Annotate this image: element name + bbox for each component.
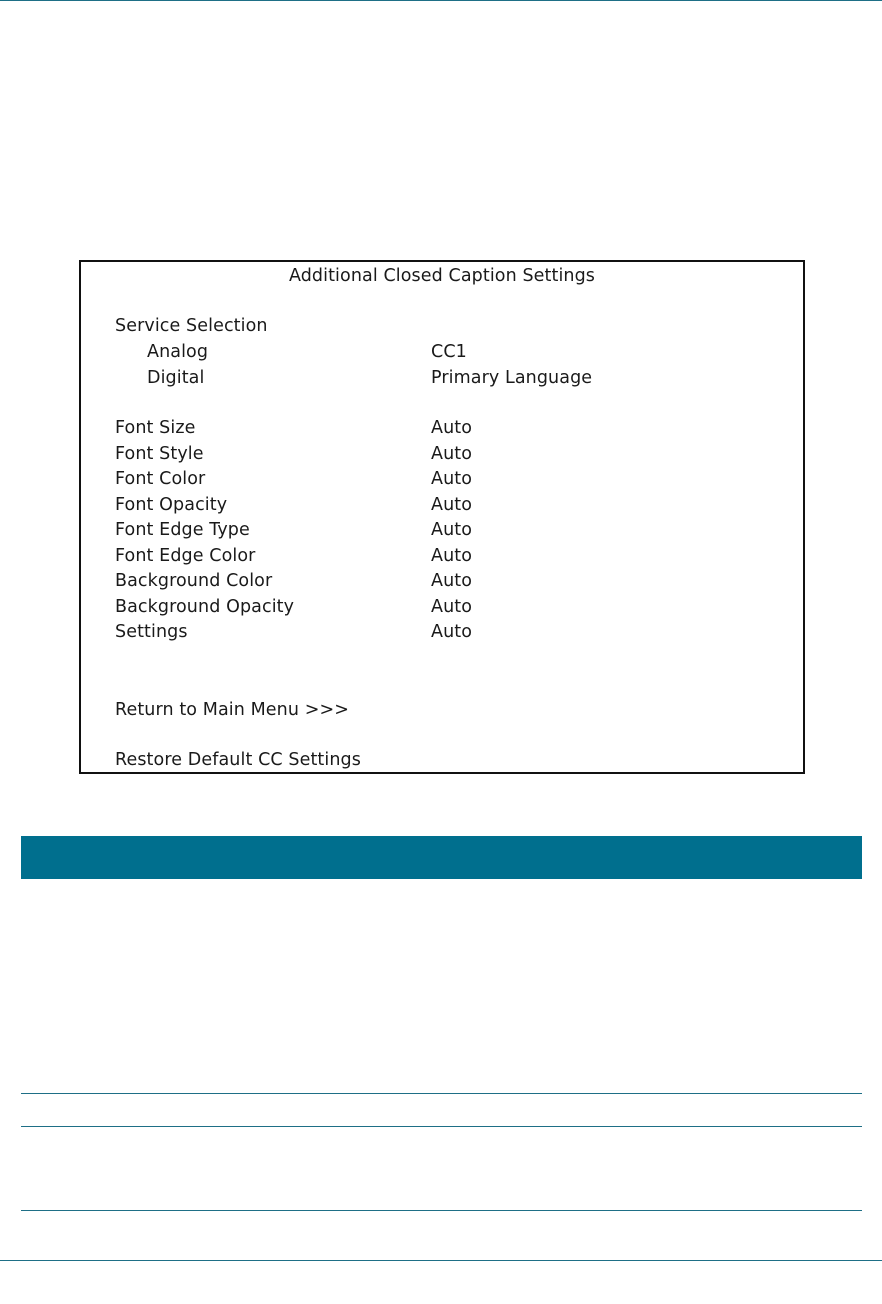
return-to-main-label: Return to Main Menu >>>	[115, 700, 350, 720]
menu-item-settings[interactable]	[115, 620, 775, 644]
menu-title: Additional Closed Caption Settings	[288, 266, 596, 286]
setting-value: Auto	[431, 520, 473, 540]
setting-label: Font Edge Type	[115, 520, 250, 540]
service-selection-heading	[115, 314, 775, 338]
setting-value: Auto	[431, 546, 473, 566]
menu-item-font-style[interactable]	[115, 442, 775, 466]
menu-item-font-color[interactable]	[115, 467, 775, 491]
setting-value: Auto	[431, 597, 473, 617]
menu-item-background-opacity[interactable]	[115, 595, 775, 619]
setting-label: Background Color	[115, 571, 273, 591]
menu-item-analog[interactable]	[115, 340, 775, 364]
setting-label: Background Opacity	[115, 597, 295, 617]
setting-label: Font Edge Color	[115, 546, 256, 566]
setting-label: Font Opacity	[115, 495, 228, 515]
table-header-bar	[21, 836, 862, 879]
setting-value: Auto	[431, 495, 473, 515]
analog-label: Analog	[147, 342, 209, 362]
setting-label: Font Style	[115, 444, 204, 464]
restore-default-cc-settings-item[interactable]	[115, 748, 775, 772]
digital-label: Digital	[147, 368, 205, 388]
setting-label: Font Size	[115, 418, 196, 438]
setting-value: Auto	[431, 418, 473, 438]
service-selection-label: Service Selection	[115, 316, 268, 336]
setting-label: Font Color	[115, 469, 206, 489]
page-bottom-rule	[0, 1260, 882, 1261]
closed-caption-settings-menu	[79, 260, 805, 774]
table-row-divider	[21, 1210, 862, 1211]
setting-value: Auto	[431, 622, 473, 642]
setting-value: Auto	[431, 571, 473, 591]
page-top-rule	[0, 0, 882, 1]
restore-defaults-label: Restore Default CC Settings	[115, 750, 361, 770]
menu-item-font-size[interactable]	[115, 416, 775, 440]
table-row-divider	[21, 1093, 862, 1094]
menu-item-font-edge-color[interactable]	[115, 544, 775, 568]
setting-label: Settings	[115, 622, 188, 642]
analog-value: CC1	[431, 342, 467, 362]
menu-item-font-edge-type[interactable]	[115, 518, 775, 542]
table-row-divider	[21, 1126, 862, 1127]
return-to-main-menu-item[interactable]	[115, 698, 775, 722]
setting-value: Auto	[431, 444, 473, 464]
menu-item-font-opacity[interactable]	[115, 493, 775, 517]
digital-value: Primary Language	[431, 368, 593, 388]
menu-item-background-color[interactable]	[115, 569, 775, 593]
menu-item-digital[interactable]	[115, 366, 775, 390]
setting-value: Auto	[431, 469, 473, 489]
